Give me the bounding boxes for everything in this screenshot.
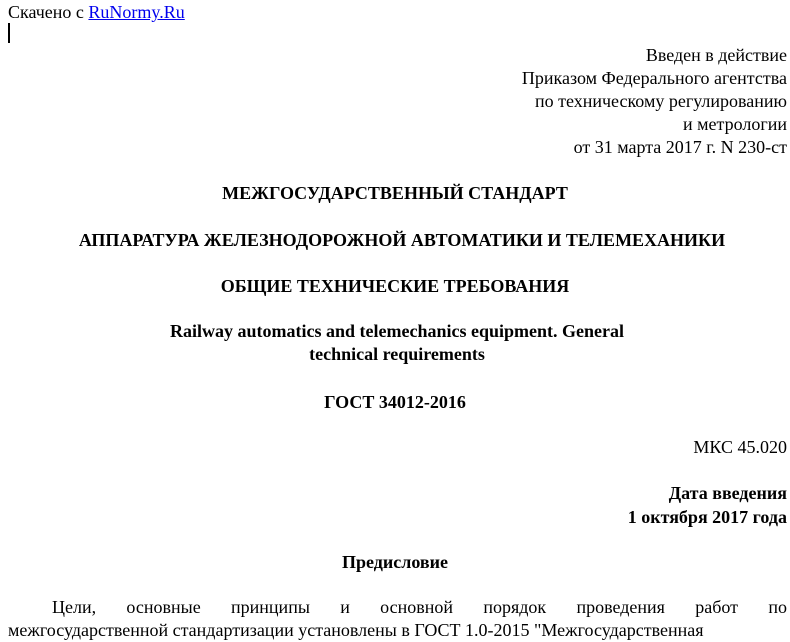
introduction-date-block: [628, 481, 787, 529]
runormy-link[interactable]: RuNormy.Ru: [88, 2, 185, 22]
paragraph-line: Цели, основные принципы и основной порядок проведения работ по: [52, 597, 787, 617]
adoption-line: и метрологии: [683, 114, 787, 134]
foreword-paragraph: [8, 596, 787, 642]
text-cursor: [8, 23, 10, 43]
introduction-date-value: 1 октября 2017 года: [627, 507, 787, 527]
source-prefix: Скачено с: [8, 2, 89, 22]
paragraph-line: межгосударственной стандартизации установлены в ГОСТ 1.0-2015 "Межгосударственная: [8, 620, 704, 640]
adoption-line: Введен в действие: [645, 45, 787, 65]
mks-code: МКС 45.020: [693, 437, 787, 457]
english-title-line: technical requirements: [309, 344, 485, 364]
english-title: [0, 320, 790, 366]
foreword-heading: Предисловие: [342, 552, 448, 572]
standard-code: ГОСТ 34012-2016: [324, 392, 466, 412]
adoption-block: [522, 44, 787, 159]
adoption-line: от 31 марта 2017 г. N 230-ст: [573, 137, 787, 157]
english-title-line: Railway automatics and telemechanics equipment. General: [170, 321, 624, 341]
source-note: [8, 1, 185, 23]
document-subtitle: ОБЩИЕ ТЕХНИЧЕСКИЕ ТРЕБОВАНИЯ: [220, 276, 570, 296]
adoption-line: Приказом Федерального агентства: [521, 68, 787, 88]
standard-type-heading: МЕЖГОСУДАРСТВЕННЫЙ СТАНДАРТ: [222, 183, 568, 203]
introduction-date-label: Дата введения: [668, 483, 787, 503]
adoption-line: по техническому регулированию: [534, 91, 787, 111]
document-title: АППАРАТУРА ЖЕЛЕЗНОДОРОЖНОЙ АВТОМАТИКИ И ТЕЛЕМЕХАНИКИ: [78, 230, 726, 250]
